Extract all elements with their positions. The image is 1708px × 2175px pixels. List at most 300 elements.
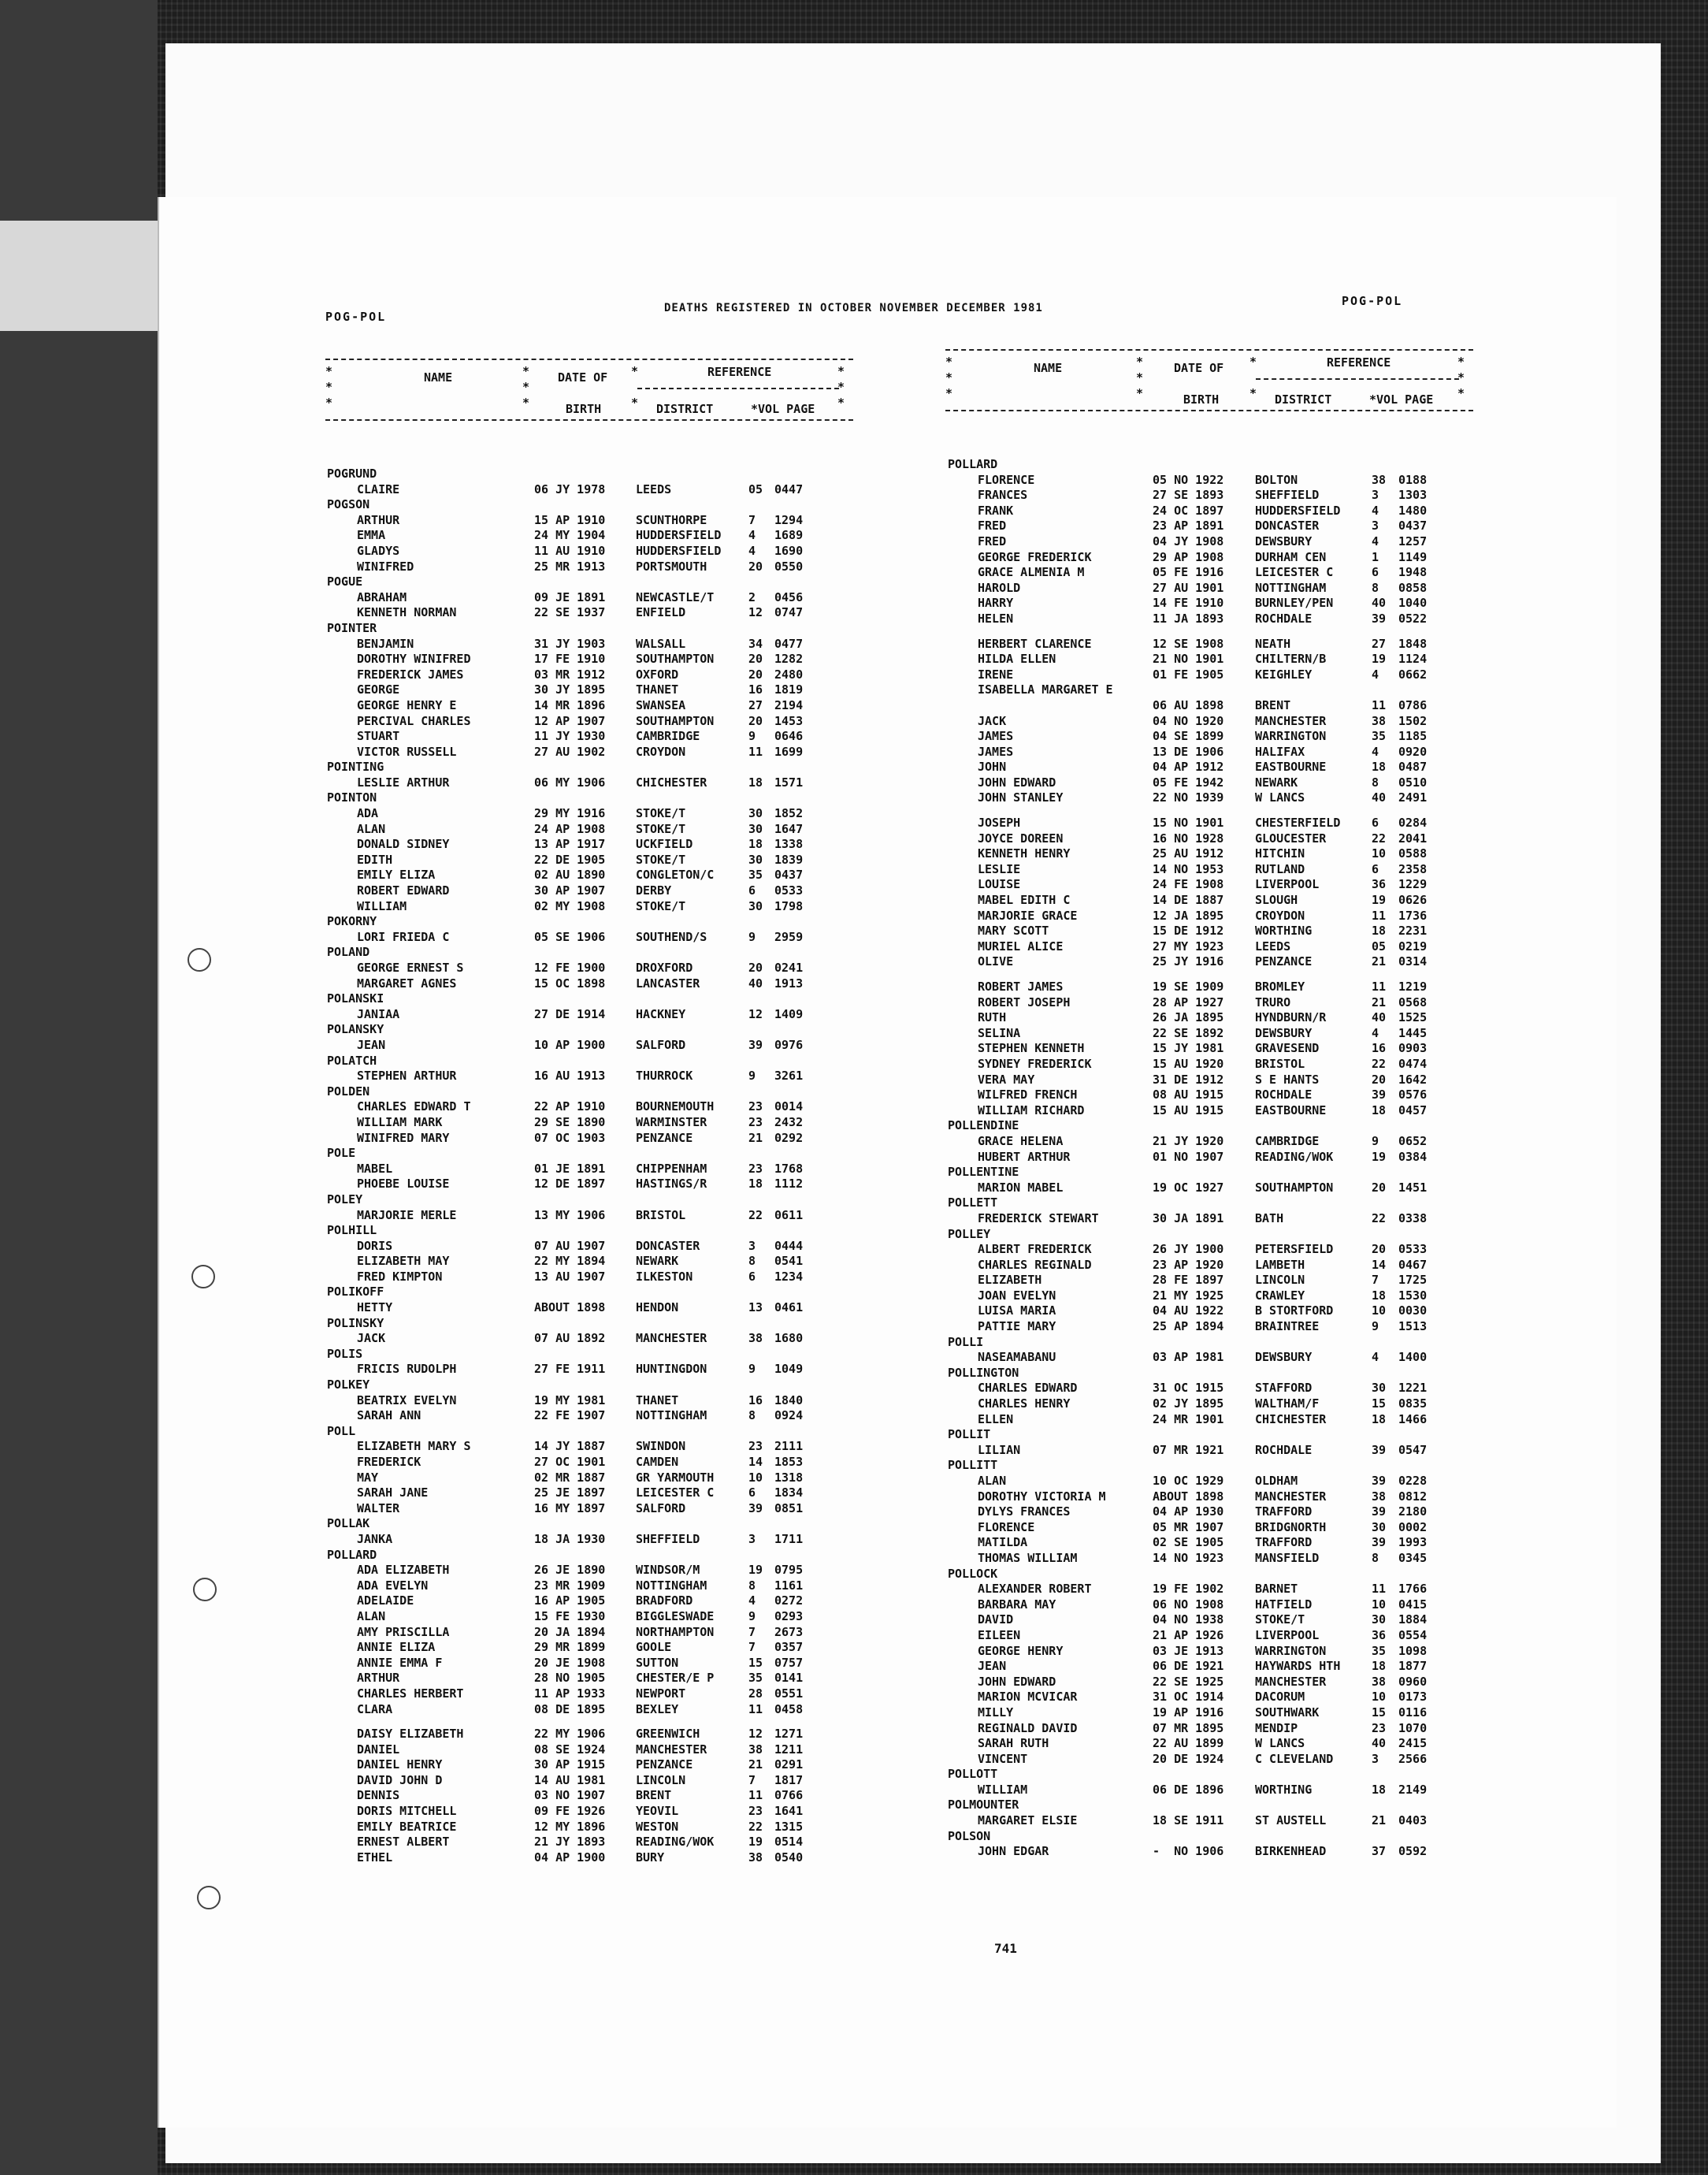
district: PORTSMOUTH — [636, 559, 707, 574]
index-entry — [948, 775, 1468, 791]
surname-heading — [327, 790, 831, 806]
page-ref: 2415 — [1398, 1736, 1428, 1751]
district: BEXLEY — [636, 1701, 679, 1716]
volume: 3 — [1372, 488, 1379, 503]
forename: JOHN — [978, 760, 1007, 775]
date-of-birth: 30 AP 1915 — [534, 1757, 606, 1772]
district: HASTINGS/R — [636, 1177, 707, 1192]
volume: 30 — [748, 821, 763, 836]
forename: ELIZABETH — [978, 1273, 1042, 1288]
volume: 7 — [748, 1772, 756, 1787]
volume: 9 — [748, 1362, 756, 1377]
forename: JAMES — [978, 744, 1014, 759]
volume: 12 — [748, 605, 763, 620]
index-entry — [948, 1396, 1468, 1412]
date-of-birth: 24 MY 1904 — [534, 528, 606, 543]
district: WORTHING — [1255, 924, 1313, 939]
volume: 40 — [1372, 1736, 1387, 1751]
date-of-birth: 06 DE 1921 — [1153, 1659, 1224, 1674]
district: SALFORD — [636, 1037, 686, 1052]
index-entry — [948, 893, 1468, 909]
surname-heading — [327, 1054, 831, 1069]
index-entry — [948, 1211, 1468, 1227]
forename: GRACE ALMENIA M — [978, 565, 1085, 580]
surname: POLATCH — [327, 1053, 377, 1068]
volume: 4 — [748, 543, 756, 558]
index-entry — [327, 961, 831, 976]
district: CHICHESTER — [1255, 1411, 1327, 1426]
page-ref: 0188 — [1398, 472, 1428, 487]
surname-heading — [948, 1118, 1468, 1134]
date-of-birth: 29 MR 1899 — [534, 1640, 606, 1655]
forename: DONALD SIDNEY — [357, 837, 450, 852]
district: GR YARMOUTH — [636, 1470, 715, 1485]
surname: POINTER — [327, 620, 377, 635]
surname: POLLOTT — [948, 1767, 998, 1782]
date-of-birth: 19 FE 1902 — [1153, 1582, 1224, 1597]
forename: LESLIE ARTHUR — [357, 775, 450, 790]
volume: 7 — [748, 1640, 756, 1655]
volume: 8 — [1372, 775, 1379, 790]
date-of-birth: 23 AP 1891 — [1153, 519, 1224, 534]
forename: MARION MCVICAR — [978, 1690, 1078, 1705]
forename: PHOEBE LOUISE — [357, 1177, 450, 1192]
index-entry — [948, 862, 1468, 878]
forename: FRED — [978, 519, 1007, 534]
page-ref: 0786 — [1398, 697, 1428, 712]
index-entry — [948, 565, 1468, 581]
volume: 39 — [1372, 1504, 1387, 1519]
index-entry — [327, 1593, 831, 1609]
forename: JANIAA — [357, 1006, 400, 1021]
index-entry — [327, 1254, 831, 1270]
page-ref: 0924 — [774, 1408, 804, 1423]
page-ref: 1219 — [1398, 980, 1428, 994]
page-ref: 1725 — [1398, 1273, 1428, 1288]
forename: CHARLES EDWARD — [978, 1381, 1078, 1396]
surname: POINTON — [327, 790, 377, 805]
column-header-left: * * * * * * * * * * * NAME DATE OF BIRTH REFERENCE DISTRICT *VOL PAGE — [325, 355, 853, 426]
surname: POLMOUNTER — [948, 1798, 1019, 1812]
volume: 3 — [1372, 519, 1379, 534]
volume: 4 — [1372, 667, 1379, 682]
index-entry — [948, 1242, 1468, 1258]
date-of-birth: 15 AU 1915 — [1153, 1102, 1224, 1117]
forename: IRENE — [978, 667, 1014, 682]
index-entry — [948, 1412, 1468, 1428]
forename: CLAIRE — [357, 481, 400, 496]
index-entry — [327, 1038, 831, 1054]
page-ref: 1993 — [1398, 1535, 1428, 1550]
page-ref: 2673 — [774, 1624, 804, 1639]
page-ref: 2180 — [1398, 1504, 1428, 1519]
district: DROXFORD — [636, 961, 693, 975]
volume: 10 — [1372, 846, 1387, 861]
district: NEWPORT — [636, 1686, 686, 1701]
date-of-birth: 21 AP 1926 — [1153, 1627, 1224, 1642]
index-entry — [327, 729, 831, 745]
volume: 39 — [1372, 611, 1387, 626]
district: WALTHAM/F — [1255, 1396, 1320, 1411]
forename: EILEEN — [978, 1627, 1021, 1642]
index-entry — [948, 1010, 1468, 1026]
index-entry — [327, 745, 831, 760]
forename: DANIEL — [357, 1742, 400, 1757]
volume: 8 — [1372, 580, 1379, 595]
page-ref: 1689 — [774, 528, 804, 543]
district: W LANCS — [1255, 1736, 1305, 1751]
volume: 3 — [748, 1531, 756, 1546]
date-of-birth: 12 SE 1908 — [1153, 636, 1224, 651]
page-ref: 0437 — [774, 868, 804, 883]
volume: 27 — [1372, 636, 1387, 651]
forename: MABEL — [357, 1161, 393, 1176]
index-entry — [948, 1721, 1468, 1737]
date-of-birth: 08 SE 1924 — [534, 1742, 606, 1757]
forename: ALEXANDER ROBERT — [978, 1582, 1092, 1597]
surname: POKORNY — [327, 914, 377, 929]
date-of-birth: 04 AU 1922 — [1153, 1303, 1224, 1318]
forename: JACK — [357, 1331, 386, 1346]
index-entry — [948, 652, 1468, 667]
forename: KENNETH HENRY — [978, 846, 1071, 861]
page-ref: 0976 — [774, 1037, 804, 1052]
row-spacer — [948, 970, 1468, 980]
district: SWANSEA — [636, 697, 686, 712]
index-entry — [948, 1705, 1468, 1721]
page-ref: 0241 — [774, 961, 804, 975]
date-of-birth: 27 AU 1901 — [1153, 580, 1224, 595]
district: EASTBOURNE — [1255, 760, 1327, 775]
index-entry — [948, 1381, 1468, 1396]
volume: 20 — [748, 667, 763, 682]
index-entry — [948, 790, 1468, 806]
page-ref: 1690 — [774, 543, 804, 558]
date-of-birth: 21 JY 1920 — [1153, 1133, 1224, 1148]
index-entry — [327, 1609, 831, 1625]
index-entry — [948, 1690, 1468, 1705]
page-ref: 1711 — [774, 1531, 804, 1546]
page-ref: 1798 — [774, 898, 804, 913]
district: HUDDERSFIELD — [636, 543, 722, 558]
date-of-birth: 24 AP 1908 — [534, 821, 606, 836]
district: STOKE/T — [636, 821, 686, 836]
date-of-birth: 19 AP 1916 — [1153, 1705, 1224, 1720]
forename: STEPHEN KENNETH — [978, 1041, 1085, 1056]
page-ref: 1502 — [1398, 713, 1428, 728]
page-ref: 0851 — [774, 1500, 804, 1515]
page-ref: 0474 — [1398, 1056, 1428, 1071]
date-of-birth: 22 MY 1906 — [534, 1727, 606, 1742]
forename: PATTIE MARY — [978, 1319, 1056, 1334]
forename: GEORGE FREDERICK — [978, 549, 1092, 564]
district: SOUTHEND/S — [636, 929, 707, 944]
district: MANCHESTER — [1255, 1489, 1327, 1504]
date-of-birth: 04 AP 1900 — [534, 1850, 606, 1865]
date-of-birth: 29 SE 1890 — [534, 1114, 606, 1129]
index-entry — [327, 1671, 831, 1686]
volume: 20 — [748, 559, 763, 574]
date-of-birth: 16 AP 1905 — [534, 1593, 606, 1608]
district: NOTTINGHAM — [1255, 580, 1327, 595]
date-of-birth: 16 AU 1913 — [534, 1069, 606, 1084]
page-ref: 0522 — [1398, 611, 1428, 626]
page-ref: 0292 — [774, 1130, 804, 1145]
date-of-birth: 12 FE 1900 — [534, 961, 606, 975]
volume: 8 — [1372, 1550, 1379, 1565]
page-ref: 1211 — [774, 1742, 804, 1757]
forename: LESLIE — [978, 861, 1021, 876]
index-entry — [327, 883, 831, 899]
page-ref: 0652 — [1398, 1133, 1428, 1148]
date-of-birth: 23 AP 1920 — [1153, 1257, 1224, 1272]
page-ref: 0547 — [1398, 1442, 1428, 1457]
district: PENZANCE — [1255, 954, 1313, 969]
index-entry — [327, 1300, 831, 1316]
volume: 18 — [1372, 1659, 1387, 1674]
volume: 39 — [1372, 1088, 1387, 1102]
district: DONCASTER — [636, 1238, 700, 1253]
page-ref: 2566 — [1398, 1751, 1428, 1766]
index-entry — [327, 1501, 831, 1517]
date-of-birth: 22 DE 1905 — [534, 852, 606, 867]
page-ref: 0551 — [774, 1686, 804, 1701]
index-entry — [327, 1270, 831, 1285]
district: CHILTERN/B — [1255, 652, 1327, 667]
date-of-birth: 22 NO 1939 — [1153, 790, 1224, 805]
volume: 8 — [748, 1254, 756, 1269]
date-of-birth: 01 JE 1891 — [534, 1161, 606, 1176]
index-entry — [948, 698, 1468, 714]
surname-heading — [327, 1192, 831, 1208]
index-entry — [948, 550, 1468, 566]
col-reference: REFERENCE — [1327, 355, 1391, 370]
forename: SARAH RUTH — [978, 1736, 1049, 1751]
date-of-birth: 05 FE 1916 — [1153, 565, 1224, 580]
date-of-birth: 05 NO 1922 — [1153, 472, 1224, 487]
date-of-birth: 05 MR 1907 — [1153, 1519, 1224, 1534]
forename: VINCENT — [978, 1751, 1028, 1766]
volume: 39 — [748, 1037, 763, 1052]
index-entry — [327, 652, 831, 667]
volume: 20 — [1372, 1242, 1387, 1257]
volume: 9 — [748, 1069, 756, 1084]
page-ref: 0345 — [1398, 1550, 1428, 1565]
district: SOUTHAMPTON — [636, 652, 715, 667]
index-entry — [327, 1686, 831, 1702]
date-of-birth: 09 FE 1926 — [534, 1804, 606, 1819]
forename: SARAH ANN — [357, 1408, 421, 1423]
volume: 18 — [1372, 1782, 1387, 1797]
forename: MARY SCOTT — [978, 924, 1049, 939]
index-entry — [948, 596, 1468, 612]
district: BARNET — [1255, 1582, 1298, 1597]
forename: FREDERICK — [357, 1455, 421, 1469]
district: SOUTHAMPTON — [636, 713, 715, 728]
district: MANCHESTER — [636, 1331, 707, 1346]
surname: POGRUND — [327, 467, 377, 481]
district: DEWSBURY — [1255, 1350, 1313, 1365]
col-district: DISTRICT — [656, 402, 714, 416]
volume: 39 — [1372, 1474, 1387, 1488]
forename: BENJAMIN — [357, 636, 414, 651]
date-of-birth: 18 JA 1930 — [534, 1531, 606, 1546]
surname-heading — [327, 1424, 831, 1440]
index-entry — [948, 1026, 1468, 1042]
volume: 30 — [748, 852, 763, 867]
page-ref: 0338 — [1398, 1210, 1428, 1225]
forename: ALAN — [978, 1474, 1007, 1488]
district: DEWSBURY — [1255, 534, 1313, 548]
date-of-birth: 05 SE 1906 — [534, 929, 606, 944]
index-entry — [327, 698, 831, 714]
volume: 28 — [748, 1686, 763, 1701]
district: THANET — [636, 682, 679, 697]
volume: 4 — [748, 1593, 756, 1608]
surname: POGUE — [327, 574, 363, 589]
district: CHESTERFIELD — [1255, 816, 1341, 831]
date-of-birth: 14 NO 1953 — [1153, 861, 1224, 876]
page-ref: 0293 — [774, 1608, 804, 1623]
volume: 23 — [748, 1804, 763, 1819]
district: MENDIP — [1255, 1720, 1298, 1735]
volume: 11 — [1372, 1582, 1387, 1597]
page-ref: 0477 — [774, 636, 804, 651]
forename: FRANCES — [978, 488, 1028, 503]
index-entry — [327, 1773, 831, 1789]
page-ref: 0592 — [1398, 1844, 1428, 1859]
district: LAMBETH — [1255, 1257, 1305, 1272]
index-entry — [948, 488, 1468, 504]
date-of-birth: 10 OC 1929 — [1153, 1474, 1224, 1488]
volume: 23 — [748, 1161, 763, 1176]
forename: DAVID — [978, 1612, 1014, 1627]
district: BRADFORD — [636, 1593, 693, 1608]
date-of-birth: 15 JY 1981 — [1153, 1041, 1224, 1056]
page-ref: 1840 — [774, 1392, 804, 1407]
page-ref: 1451 — [1398, 1180, 1428, 1195]
date-of-birth: ABOUT 1898 — [1153, 1489, 1224, 1504]
district: HITCHIN — [1255, 846, 1305, 861]
index-entry — [948, 909, 1468, 924]
forename: ANNIE EMMA F — [357, 1655, 443, 1670]
volume: 9 — [748, 729, 756, 744]
forename: JEAN — [978, 1659, 1007, 1674]
index-entry — [948, 1752, 1468, 1768]
district: CHESTER/E P — [636, 1671, 715, 1686]
forename: ABRAHAM — [357, 589, 407, 604]
page-ref: 0550 — [774, 559, 804, 574]
district: HAYWARDS HTH — [1255, 1659, 1341, 1674]
district: NOTTINGHAM — [636, 1408, 707, 1423]
forename: FRANK — [978, 503, 1014, 518]
date-of-birth: 07 MR 1921 — [1153, 1442, 1224, 1457]
volume: 12 — [748, 1727, 763, 1742]
volume: 39 — [748, 1500, 763, 1515]
volume: 7 — [748, 512, 756, 527]
date-of-birth: 01 NO 1907 — [1153, 1149, 1224, 1164]
date-of-birth: 06 DE 1896 — [1153, 1782, 1224, 1797]
date-of-birth: ABOUT 1898 — [534, 1300, 606, 1315]
surname-heading — [948, 1227, 1468, 1243]
surname-heading — [948, 1829, 1468, 1845]
district: CROYDON — [1255, 908, 1305, 923]
volume: 23 — [748, 1114, 763, 1129]
index-entry — [948, 760, 1468, 775]
date-of-birth: 22 AP 1910 — [534, 1099, 606, 1114]
page-ref: 2194 — [774, 697, 804, 712]
date-of-birth: 02 MR 1887 — [534, 1470, 606, 1485]
index-entry — [327, 513, 831, 529]
date-of-birth: 01 FE 1905 — [1153, 667, 1224, 682]
forename: MARJORIE GRACE — [978, 908, 1078, 923]
forename: ADA ELIZABETH — [357, 1563, 450, 1578]
date-of-birth: 15 AU 1920 — [1153, 1056, 1224, 1071]
forename: FLORENCE — [978, 1519, 1035, 1534]
index-entry — [327, 1239, 831, 1255]
page-ref: 0467 — [1398, 1257, 1428, 1272]
page-ref: 0626 — [1398, 893, 1428, 908]
index-entry — [948, 1504, 1468, 1520]
district: BURNLEY/PEN — [1255, 596, 1334, 611]
col-name: NAME — [1034, 361, 1063, 375]
district: READING/WOK — [1255, 1149, 1334, 1164]
volume: 6 — [748, 1485, 756, 1500]
district: MANCHESTER — [1255, 713, 1327, 728]
binder-hole-icon — [197, 1886, 221, 1909]
date-of-birth: 28 NO 1905 — [534, 1671, 606, 1686]
volume: 4 — [1372, 503, 1379, 518]
volume: 23 — [748, 1439, 763, 1454]
forename: EMMA — [357, 528, 386, 543]
district: CAMBRIDGE — [1255, 1133, 1320, 1148]
index-entry — [948, 682, 1468, 698]
surname: POLINSKY — [327, 1315, 384, 1330]
forename: WILLIAM — [978, 1782, 1028, 1797]
forename: SARAH JANE — [357, 1485, 429, 1500]
index-entry — [948, 1041, 1468, 1057]
index-entry — [327, 1727, 831, 1742]
index-entry — [327, 605, 831, 621]
page-ref: 3261 — [774, 1069, 804, 1084]
page-ref: 0858 — [1398, 580, 1428, 595]
date-of-birth: 31 DE 1912 — [1153, 1072, 1224, 1087]
date-of-birth: 13 DE 1906 — [1153, 744, 1224, 759]
binder-hole-icon — [188, 948, 211, 972]
forename: SYDNEY FREDERICK — [978, 1056, 1092, 1071]
index-entry — [948, 816, 1468, 831]
index-column-left — [327, 467, 831, 1865]
page-ref: 0487 — [1398, 760, 1428, 775]
page-ref: 0141 — [774, 1671, 804, 1686]
forename: HELEN — [978, 611, 1014, 626]
page-ref: 1480 — [1398, 503, 1428, 518]
district: HENDON — [636, 1300, 679, 1315]
district: MANSFIELD — [1255, 1550, 1320, 1565]
forename: KENNETH NORMAN — [357, 605, 457, 620]
forename: GEORGE — [357, 682, 400, 697]
index-entry — [948, 924, 1468, 939]
surname: POLEY — [327, 1192, 363, 1206]
surname: POLLIT — [948, 1427, 991, 1442]
volume: 22 — [1372, 1210, 1387, 1225]
date-of-birth: 07 OC 1903 — [534, 1130, 606, 1145]
volume: 18 — [748, 775, 763, 790]
date-of-birth: 24 FE 1908 — [1153, 877, 1224, 892]
forename: ISABELLA MARGARET E — [978, 682, 1113, 697]
index-entry — [327, 1439, 831, 1455]
date-of-birth: 13 AP 1917 — [534, 837, 606, 852]
